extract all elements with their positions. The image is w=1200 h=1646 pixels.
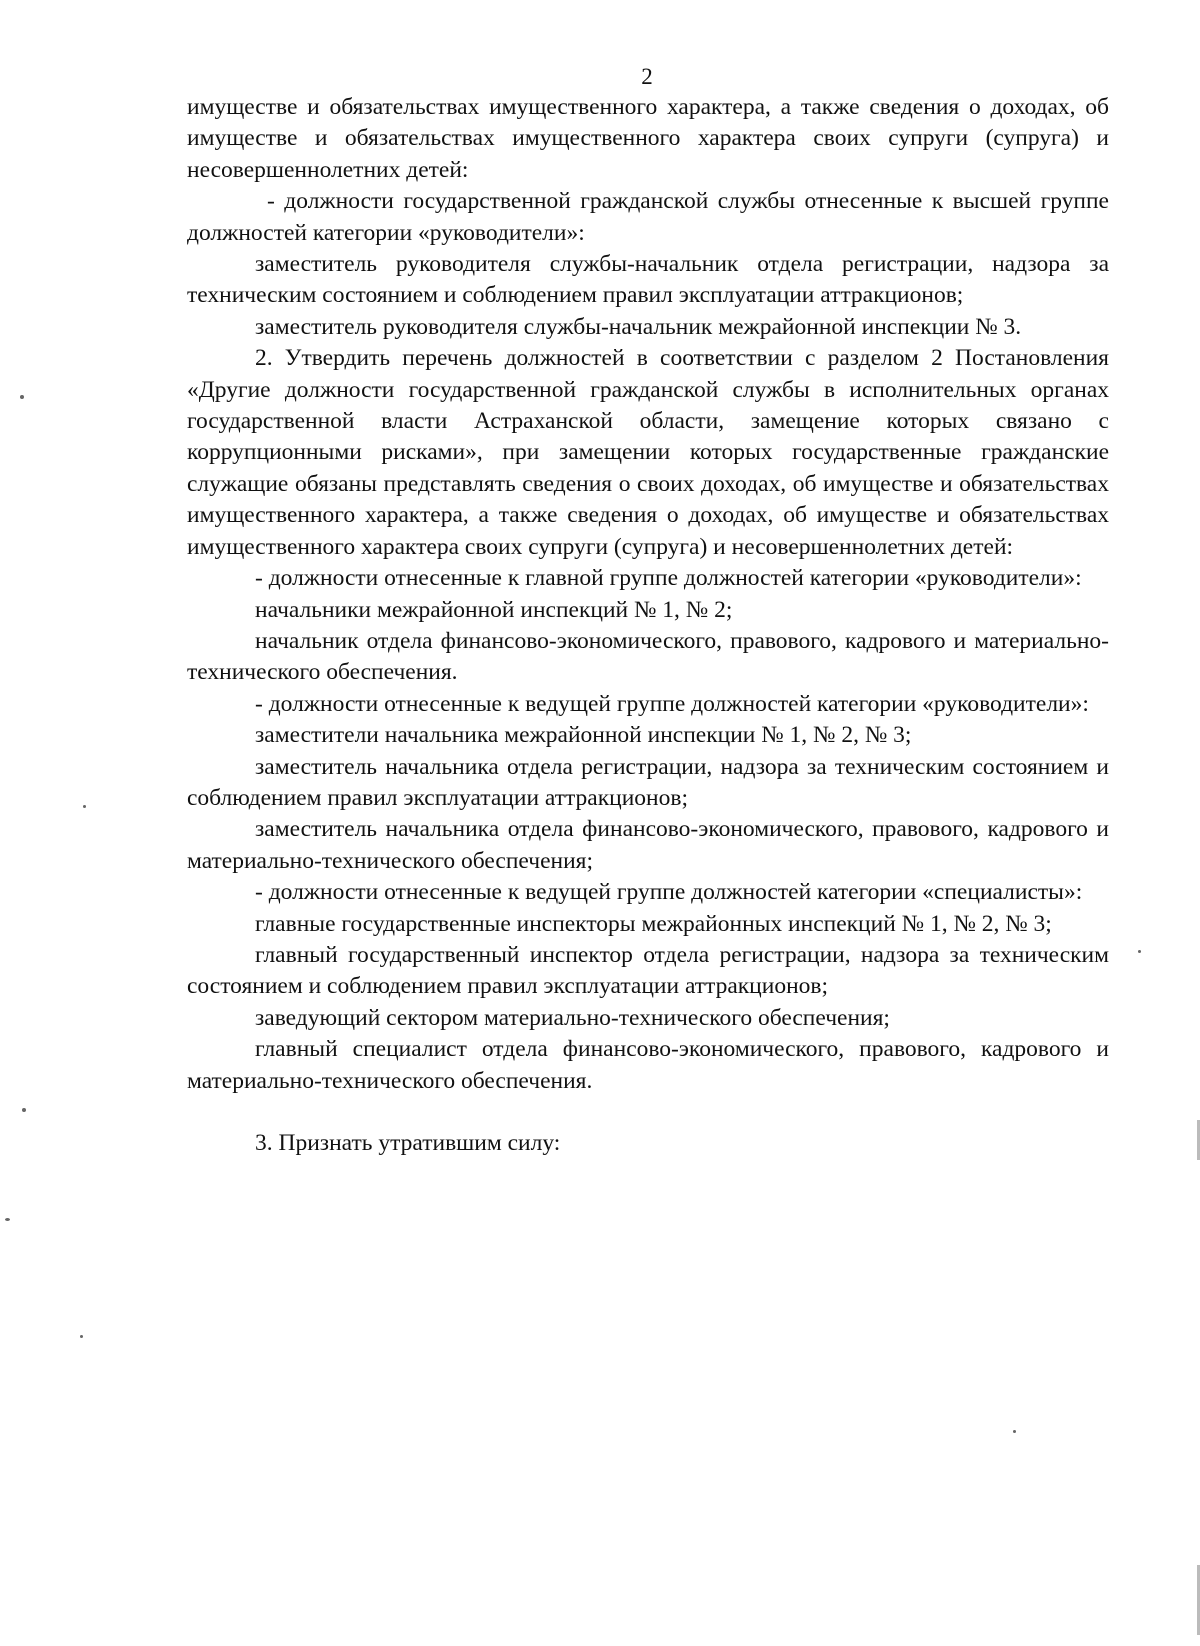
paragraph-category-heading: - должности государственной гражданской службы отнесенные к высшей группе должностей категории «руководители»: <box>187 188 1109 246</box>
paragraph-position: заместитель руководителя службы-начальник межрайонной инспекции № 3. <box>255 313 1022 340</box>
paragraph-position: главные государственные инспекторы межрайонных инспекций № 1, № 2, № 3; <box>255 910 1052 937</box>
paragraph-category-heading: - должности отнесенные к ведущей группе должностей категории «специалисты»: <box>255 879 1083 906</box>
scan-speck <box>22 1108 26 1112</box>
scan-speck <box>1138 950 1141 953</box>
paragraph-category-heading: - должности отнесенные к ведущей группе должностей категории «руководители»: <box>255 690 1089 717</box>
paragraph-position: заместитель начальника отдела регистрации, надзора за техническим состоянием и соблюдением правил эксплуатации аттракционов; <box>187 753 1109 811</box>
paragraph-position: заместитель начальника отдела финансово-экономического, правового, кадрового и материально-технического обеспечения; <box>187 816 1109 874</box>
paragraph-position: главный специалист отдела финансово-экономического, правового, кадрового и материально-технического обеспечения. <box>187 1036 1109 1094</box>
paragraph-clause-3: 3. Признать утратившим силу: <box>255 1130 561 1156</box>
paragraph-position: главный государственный инспектор отдела регистрации, надзора за техническим состоянием и соблюдением правил эксплуатации аттракционов; <box>187 941 1109 1000</box>
scan-speck <box>20 395 24 399</box>
paragraph-category-heading: - должности отнесенные к главной группе должностей категории «руководители»: <box>255 565 1082 592</box>
document-body <box>187 92 1109 1159</box>
scan-speck <box>1013 1430 1016 1433</box>
paragraph-position: начальник отдела финансово-экономического, правового, кадрового и материально-технического обеспечения. <box>187 627 1109 686</box>
paragraph-position: заведующий сектором материально-технического обеспечения; <box>255 1004 890 1031</box>
paragraph-position: заместители начальника межрайонной инспекции № 1, № 2, № 3; <box>255 722 912 749</box>
scan-speck <box>83 805 86 808</box>
scan-speck <box>5 1218 10 1221</box>
paragraph-continuation: имуществе и обязательствах имущественного характера, а также сведения о доходах, об имуществе и обязательствах имущественного характера своих супруги (супруга) и несовершеннолетних детей: <box>187 94 1109 183</box>
scan-speck <box>80 1335 83 1338</box>
paragraph-clause-2: 2. Утвердить перечень должностей в соответствии с разделом 2 Постановления «Другие должности государственной гражданской службы в исполнительных органах государственной власти Астраханской области, замещение которых связано с коррупционными рисками», при замещении которых государственные гражданские служащие обязаны представлять сведения о своих доходах, об имуществе и обязательствах имущественного характера, а также сведения о доходах, об имуществе и обязательствах имущественного характера своих супруги (супруга) и несовершеннолетних детей: <box>187 345 1109 560</box>
paragraph-position: заместитель руководителя службы-начальник отдела регистрации, надзора за техническим состоянием и соблюдением правил эксплуатации аттракционов; <box>187 251 1109 309</box>
paragraph-position: начальники межрайонной инспекций № 1, № 2; <box>255 596 733 623</box>
page-number: 2 <box>641 64 653 89</box>
